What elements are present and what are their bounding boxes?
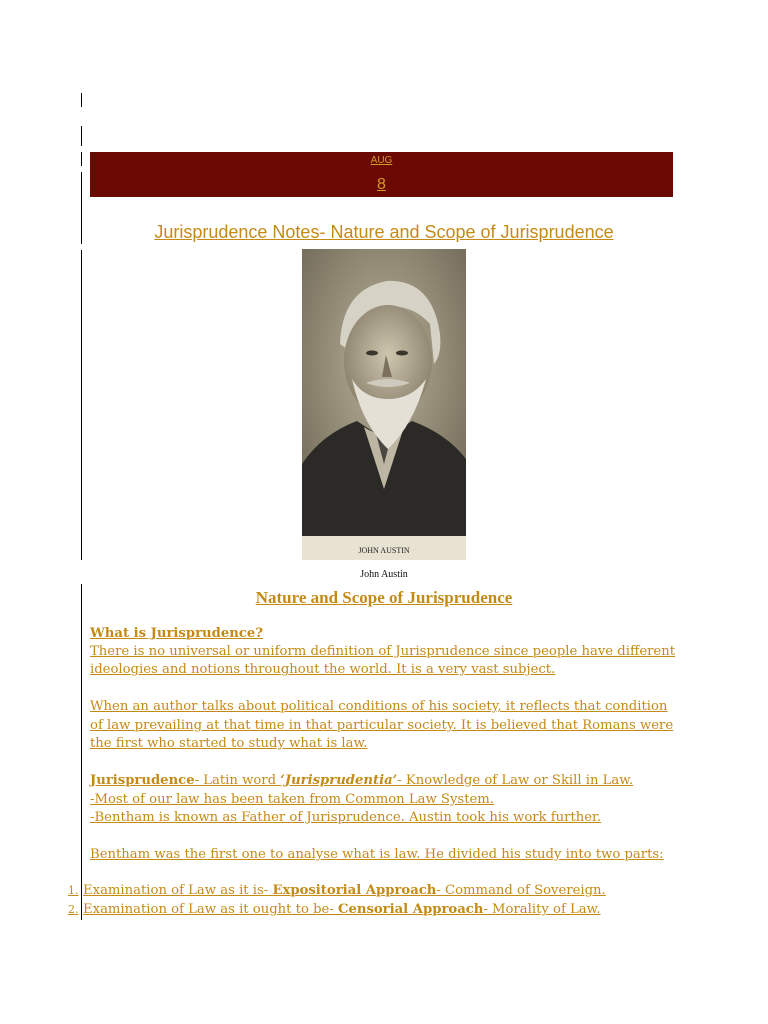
list-item-bold: Expositorial Approach (272, 883, 437, 898)
margin-rule (81, 126, 82, 146)
list-item-text: - Morality of Law. (483, 902, 601, 917)
date-day-link[interactable]: 8 (377, 176, 386, 193)
definition-mid: - Latin word (194, 773, 281, 788)
paragraph-line[interactable]: -Most of our law has been taken from Common Law System. (90, 792, 494, 807)
question-heading[interactable] (90, 625, 690, 644)
list-item-bold: Censorial Approach (337, 902, 484, 917)
definition-rest: - Knowledge of Law or Skill in Law. (397, 773, 634, 788)
paragraph-line[interactable]: -Bentham is known as Father of Jurisprudence. Austin took his work further. (90, 810, 602, 825)
list-item[interactable] (83, 901, 601, 920)
paragraph-line[interactable]: of law prevailing at that time in that particular society. It is believed that Romans were (90, 718, 674, 733)
question-text: What is Jurisprudence? (90, 626, 263, 641)
margin-rule (81, 250, 82, 560)
paragraph-line[interactable]: the first who started to study what is law. (90, 736, 368, 751)
list-number: 2. (68, 903, 79, 916)
date-month-link[interactable]: AUG (370, 155, 393, 166)
margin-rule (81, 93, 82, 107)
paragraph-line[interactable]: Bentham was the first one to analyse what is law. He divided his study into two parts: (90, 847, 664, 862)
post-title-link[interactable]: Jurisprudence Notes- Nature and Scope of Jurisprudence (154, 222, 614, 242)
image-caption: John Austin (360, 569, 408, 580)
list-item-text: Examination of Law as it is- (83, 883, 273, 898)
paragraph-line[interactable]: When an author talks about political conditions of his society, it reflects that condition (90, 699, 668, 714)
portrait-plate-label: JOHN AUSTIN (358, 546, 410, 555)
paragraph-line[interactable]: ideologies and notions throughout the world. It is a very vast subject. (90, 662, 556, 677)
margin-rule (81, 152, 82, 166)
list-item-text: - Command of Sovereign. (436, 883, 606, 898)
latin-term: ‘Jurisprudentia’ (280, 773, 398, 788)
margin-rule (81, 584, 82, 920)
definition-term: Jurisprudence (90, 773, 195, 788)
list-item-text: Examination of Law as it ought to be- (83, 902, 338, 917)
list-number: 1. (68, 884, 79, 897)
list-item[interactable] (83, 882, 606, 901)
definition-line[interactable] (90, 772, 690, 791)
article-heading[interactable]: Nature and Scope of Jurisprudence (255, 588, 513, 607)
portrait-image (302, 249, 466, 560)
date-banner (90, 152, 673, 197)
paragraph-line[interactable]: There is no universal or uniform definition of Jurisprudence since people have different (90, 644, 676, 659)
